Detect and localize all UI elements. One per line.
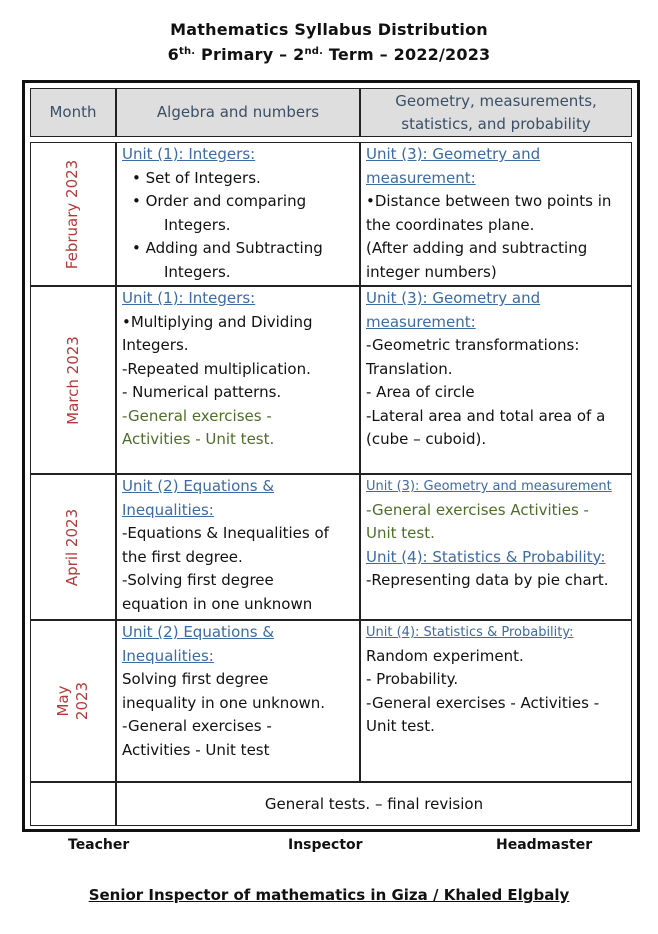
geometry-cell-february xyxy=(360,142,632,286)
footer-row-revision: General tests. – final revision xyxy=(116,782,632,826)
list-item: Unit test. xyxy=(366,524,435,542)
list-item: (cube – cuboid). xyxy=(366,430,487,448)
month-label-line1: May xyxy=(54,685,72,717)
unit-heading-continuation: Inequalities: xyxy=(122,646,214,665)
unit-heading: Unit (1): Integers: xyxy=(122,145,256,163)
geometry-cell-may xyxy=(360,620,632,782)
list-item: -Geometric transformations: xyxy=(366,336,580,354)
column-header-algebra: Algebra and numbers xyxy=(116,88,360,137)
list-item: (After adding and subtracting xyxy=(366,239,588,257)
unit-heading: Unit (3): Geometry and measurement xyxy=(366,479,612,494)
month-label: April 2023 xyxy=(63,508,82,586)
algebra-cell-march xyxy=(116,286,360,474)
list-item: Solving first degree xyxy=(122,670,269,688)
list-item: • Adding and Subtracting xyxy=(132,239,323,257)
term-number: 2 xyxy=(293,45,305,64)
unit-heading: Unit (4): Statistics & Probability: xyxy=(366,547,606,566)
list-item: Random experiment. xyxy=(366,646,524,665)
document-title: Mathematics Syllabus Distribution xyxy=(170,20,488,39)
senior-inspector-line: Senior Inspector of mathematics in Giza / Khaled Elgbaly xyxy=(88,886,570,904)
list-item: -Representing data by pie chart. xyxy=(366,571,609,589)
list-item: Integers. xyxy=(122,336,189,354)
list-item: the first degree. xyxy=(122,547,243,566)
month-label-line2: 2023 xyxy=(73,681,91,721)
signature-headmaster: Headmaster xyxy=(496,837,593,853)
column-header-month: Month xyxy=(30,88,116,137)
list-item: •Distance between two points in xyxy=(366,192,612,210)
unit-heading: Unit (2) Equations & xyxy=(122,623,275,641)
list-item: • Order and comparing xyxy=(132,192,307,210)
list-item: equation in one unknown xyxy=(122,594,313,613)
unit-heading: Unit (2) Equations & xyxy=(122,477,275,495)
geometry-cell-march xyxy=(360,286,632,474)
list-item: inequality in one unknown. xyxy=(122,693,326,712)
list-item: Translation. xyxy=(366,359,453,378)
algebra-cell-april xyxy=(116,474,360,620)
list-item-continuation: Integers. xyxy=(164,215,231,234)
list-item: -Repeated multiplication. xyxy=(122,359,311,378)
list-item: Activities - Unit test. xyxy=(122,430,275,448)
list-item: -General exercises Activities - xyxy=(366,500,589,519)
list-item-continuation: Integers. xyxy=(164,262,231,281)
term-suffix: nd. xyxy=(304,46,324,57)
list-item: -Solving first degree xyxy=(122,571,274,589)
list-item: -General exercises - Activities - xyxy=(366,693,600,712)
unit-heading-continuation: Inequalities: xyxy=(122,500,214,519)
unit-heading-continuation: measurement: xyxy=(366,312,476,331)
list-item: -General exercises - xyxy=(122,406,272,425)
month-cell-february xyxy=(30,142,116,286)
academic-year: 2022/2023 xyxy=(393,45,491,64)
geometry-cell-april xyxy=(360,474,632,620)
list-item: Unit test. xyxy=(366,717,435,735)
grade-number: 6 xyxy=(167,45,179,64)
algebra-cell-may xyxy=(116,620,360,782)
list-item: - Area of circle xyxy=(366,383,475,401)
column-header-geometry-line2: statistics, and probability xyxy=(401,114,591,133)
list-item: the coordinates plane. xyxy=(366,215,535,234)
month-cell-april xyxy=(30,474,116,620)
term-word: Term xyxy=(323,45,374,64)
unit-heading: Unit (1): Integers: xyxy=(122,289,256,307)
signature-teacher: Teacher xyxy=(68,837,130,853)
document-subtitle: $6^{th.}$ Primary – $2^{nd.}$ Term – 2022/2023 xyxy=(167,45,491,64)
list-item: Activities - Unit test xyxy=(122,740,270,759)
list-item: •Multiplying and Dividing xyxy=(122,312,313,331)
month-label xyxy=(54,682,92,720)
column-header-geometry xyxy=(360,88,632,137)
month-cell-march xyxy=(30,286,116,474)
list-item: - Probability. xyxy=(366,670,459,688)
footer-row-month-cell xyxy=(30,782,116,826)
list-item: -Lateral area and total area of a xyxy=(366,406,606,425)
list-item: • Set of Integers. xyxy=(132,168,261,187)
signature-inspector: Inspector xyxy=(288,837,363,853)
unit-heading-continuation: measurement: xyxy=(366,168,476,187)
list-item: integer numbers) xyxy=(366,262,497,281)
list-item: -Equations & Inequalities of xyxy=(122,524,329,542)
list-item: -General exercises - xyxy=(122,717,272,735)
month-label: February 2023 xyxy=(63,159,82,269)
unit-heading: Unit (3): Geometry and xyxy=(366,145,541,163)
algebra-cell-february xyxy=(116,142,360,286)
unit-heading: Unit (3): Geometry and xyxy=(366,289,541,307)
column-header-geometry-line1: Geometry, measurements, xyxy=(395,91,597,110)
grade-word: Primary xyxy=(195,45,274,64)
grade-suffix: th. xyxy=(178,46,196,57)
month-label: March 2023 xyxy=(63,335,82,425)
month-cell-may xyxy=(30,620,116,782)
list-item: - Numerical patterns. xyxy=(122,383,282,401)
unit-heading: Unit (4): Statistics & Probability: xyxy=(366,625,574,640)
